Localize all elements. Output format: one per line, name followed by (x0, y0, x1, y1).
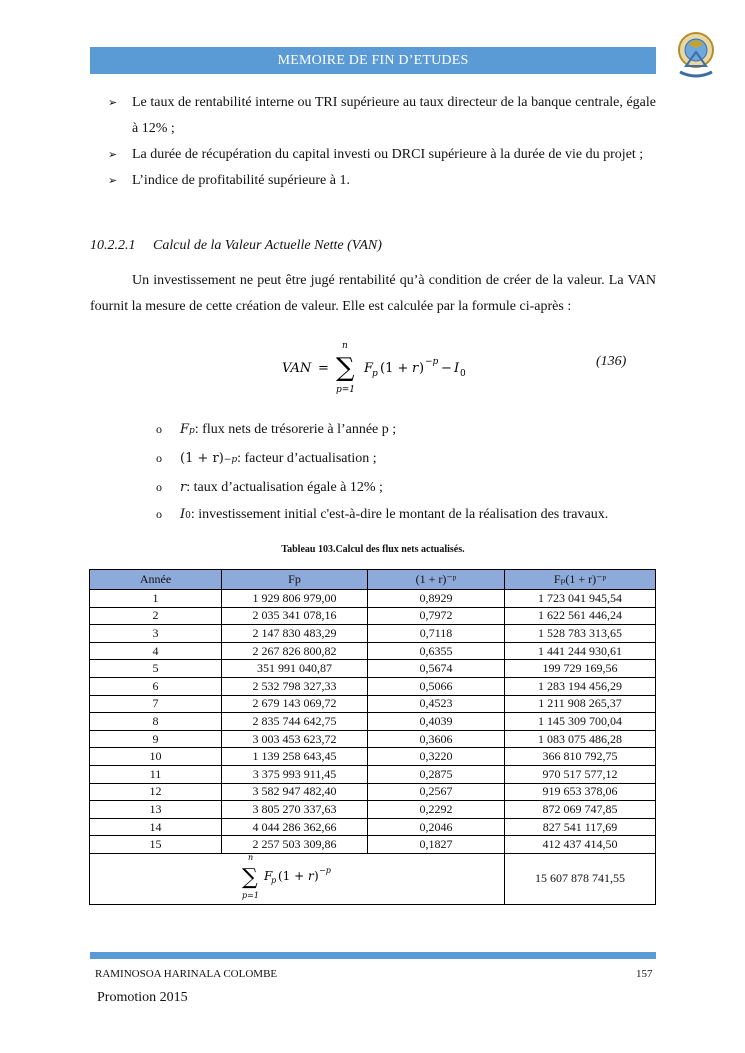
svg-text:∑: ∑ (336, 353, 355, 383)
arrow-bullet-icon: ➢ (108, 97, 118, 109)
table-cell: 3 003 453 623,72 (222, 730, 368, 748)
table-cell: 2 257 503 309,86 (222, 836, 368, 854)
table-cell: 4 (90, 642, 222, 660)
svg-text:F: F (264, 868, 273, 883)
list-item: ➢ L’indice de profitabilité supérieure à 1. (108, 168, 656, 194)
table-cell: 0,4523 (368, 695, 505, 713)
sum-formula (242, 854, 352, 900)
table-cell: 0,5674 (368, 660, 505, 678)
table-cell: 3 805 270 337,63 (222, 801, 368, 819)
table-cell: 0,2567 (368, 783, 505, 801)
svg-text:p: p (372, 369, 378, 379)
circle-bullet-icon: o (156, 451, 162, 465)
table-cell: 919 653 378,06 (505, 783, 656, 801)
table-row (90, 818, 656, 836)
van-formula (280, 338, 480, 398)
criteria-list (108, 90, 656, 194)
col-header-year: Année (90, 570, 222, 590)
table-row (90, 642, 656, 660)
table-cell: 199 729 169,56 (505, 660, 656, 678)
table-cell: 0,4039 (368, 713, 505, 731)
table-header-row (90, 570, 656, 590)
table-cell: 15 (90, 836, 222, 854)
table-cell: 1 283 194 456,29 (505, 677, 656, 695)
svg-text:−p: −p (425, 357, 439, 367)
table-row (90, 765, 656, 783)
table-row (90, 748, 656, 766)
table-cell: 3 (90, 625, 222, 643)
table-cell: 351 991 040,87 (222, 660, 368, 678)
table-cell: 11 (90, 765, 222, 783)
circle-bullet-icon: o (156, 422, 162, 436)
table-cell: 2 147 830 483,29 (222, 625, 368, 643)
svg-text:r: r (412, 361, 419, 376)
section-title: Calcul de la Valeur Actuelle Nette (VAN) (153, 238, 382, 253)
svg-text:=: = (318, 361, 329, 376)
table-cell: 2 532 798 327,33 (222, 677, 368, 695)
table-row (90, 836, 656, 854)
university-seal-icon (672, 30, 720, 82)
footer-author: RAMINOSOA HARINALA COLOMBE (95, 968, 278, 980)
page-header-bar (90, 47, 656, 74)
svg-text:): ) (314, 868, 319, 883)
table-cell: 970 517 577,12 (505, 765, 656, 783)
table-cell: 0,8929 (368, 590, 505, 608)
page-number: 157 (636, 968, 653, 980)
table-cell: 827 541 117,69 (505, 818, 656, 836)
svg-text:n: n (248, 853, 254, 862)
table-row (90, 783, 656, 801)
formula-number: (136) (596, 354, 627, 369)
table-cell: 412 437 414,50 (505, 836, 656, 854)
table-cell: 12 (90, 783, 222, 801)
table-cell: 8 (90, 713, 222, 731)
svg-text:(1 +: (1 + (278, 868, 305, 883)
table-cell: 0,2046 (368, 818, 505, 836)
table-cell: 0,2292 (368, 801, 505, 819)
svg-text:p: p (271, 875, 277, 885)
table-cell: 3 375 993 911,45 (222, 765, 368, 783)
table-cell: 366 810 792,75 (505, 748, 656, 766)
list-item: o (1 + r) −p : facteur d’actualisation ; (156, 445, 608, 474)
table-cell: 1 145 309 700,04 (505, 713, 656, 731)
svg-text:p=1: p=1 (242, 890, 259, 900)
header-title: MEMOIRE DE FIN D’ETUDES (277, 52, 469, 68)
discounted-cashflow-table (89, 569, 656, 905)
table-cell: 2 035 341 078,16 (222, 607, 368, 625)
table-row (90, 801, 656, 819)
svg-text:F: F (364, 361, 374, 376)
table-cell: 2 835 744 642,75 (222, 713, 368, 731)
footer-bar (90, 952, 656, 959)
table-cell: 2 (90, 607, 222, 625)
total-value: 15 607 878 741,55 (505, 853, 656, 904)
table-row (90, 590, 656, 608)
table-cell: 7 (90, 695, 222, 713)
list-item: o F p : flux nets de trésorerie à l’année p ; (156, 416, 608, 445)
table-cell: 2 679 143 069,72 (222, 695, 368, 713)
table-cell: 0,1827 (368, 836, 505, 854)
table-cell: 4 044 286 362,66 (222, 818, 368, 836)
table-cell: 14 (90, 818, 222, 836)
table-cell: 1 929 806 979,00 (222, 590, 368, 608)
svg-text:I: I (454, 361, 460, 376)
table-caption: Tableau 103.Calcul des flux nets actualisés. (281, 544, 465, 555)
svg-text:): ) (419, 361, 425, 376)
table-cell: 1 211 908 265,37 (505, 695, 656, 713)
arrow-bullet-icon: ➢ (108, 149, 118, 161)
formula-lower: p=1 (336, 385, 356, 395)
table-row (90, 625, 656, 643)
table-cell: 1 528 783 313,65 (505, 625, 656, 643)
table-cell: 1 622 561 446,24 (505, 607, 656, 625)
svg-text:−p: −p (319, 865, 331, 875)
table-cell: 10 (90, 748, 222, 766)
total-sum-symbol (90, 853, 505, 904)
table-cell: 1 441 244 930,61 (505, 642, 656, 660)
circle-bullet-icon: o (156, 507, 162, 521)
svg-text:r: r (308, 868, 314, 883)
variable-definitions (156, 416, 608, 530)
table-cell: 13 (90, 801, 222, 819)
circle-bullet-icon: o (156, 480, 162, 494)
table-cell: 9 (90, 730, 222, 748)
table-row (90, 660, 656, 678)
table-total-row (90, 853, 656, 904)
table-row (90, 713, 656, 731)
col-header-fp: Fp (222, 570, 368, 590)
table-cell: 1 723 041 945,54 (505, 590, 656, 608)
section-heading (90, 238, 382, 254)
svg-text:0: 0 (460, 369, 466, 379)
table-cell: 5 (90, 660, 222, 678)
table-cell: 0,3220 (368, 748, 505, 766)
list-item: ➢ La durée de récupération du capital investi ou DRCI supérieure à la durée de vie du projet ; (108, 142, 656, 168)
table-cell: 0,7972 (368, 607, 505, 625)
table-row (90, 730, 656, 748)
table-cell: 2 267 826 800,82 (222, 642, 368, 660)
table-cell: 872 069 747,85 (505, 801, 656, 819)
table-row (90, 695, 656, 713)
list-item: ➢ Le taux de rentabilité interne ou TRI supérieure au taux directeur de la banque centrale, égale à 12% ; (108, 90, 656, 142)
table-cell: 0,7118 (368, 625, 505, 643)
body-paragraph: Un investissement ne peut être jugé rentabilité qu’à condition de créer de la valeur. La VAN fournit la mesure de cette création de valeur. Elle est calculée par la formule ci-après : (90, 273, 656, 314)
col-header-discounted: Fₚ(1 + r)⁻ᵖ (505, 570, 656, 590)
table-cell: 1 (90, 590, 222, 608)
section-number: 10.2.2.1 (90, 238, 136, 253)
svg-text:∑: ∑ (242, 864, 258, 890)
formula-upper: n (342, 341, 348, 351)
svg-text:(1 +: (1 + (380, 361, 409, 376)
table-cell: 0,6355 (368, 642, 505, 660)
table-row (90, 607, 656, 625)
footer-promotion: Promotion 2015 (97, 990, 188, 1005)
table-row (90, 677, 656, 695)
table-cell: 3 582 947 482,40 (222, 783, 368, 801)
list-item: o I 0 : investissement initial c'est-à-dire le montant de la réalisation des travaux. (156, 501, 608, 530)
table-cell: 1 139 258 643,45 (222, 748, 368, 766)
svg-text:−: − (441, 361, 452, 376)
table-cell: 1 083 075 486,28 (505, 730, 656, 748)
table-cell: 6 (90, 677, 222, 695)
table-cell: 0,5066 (368, 677, 505, 695)
table-cell: 0,3606 (368, 730, 505, 748)
list-item: o r : taux d’actualisation égale à 12% ; (156, 474, 608, 501)
formula-lhs: VAN (282, 361, 312, 376)
arrow-bullet-icon: ➢ (108, 175, 118, 187)
table-cell: 0,2875 (368, 765, 505, 783)
col-header-factor: (1 + r)⁻ᵖ (368, 570, 505, 590)
